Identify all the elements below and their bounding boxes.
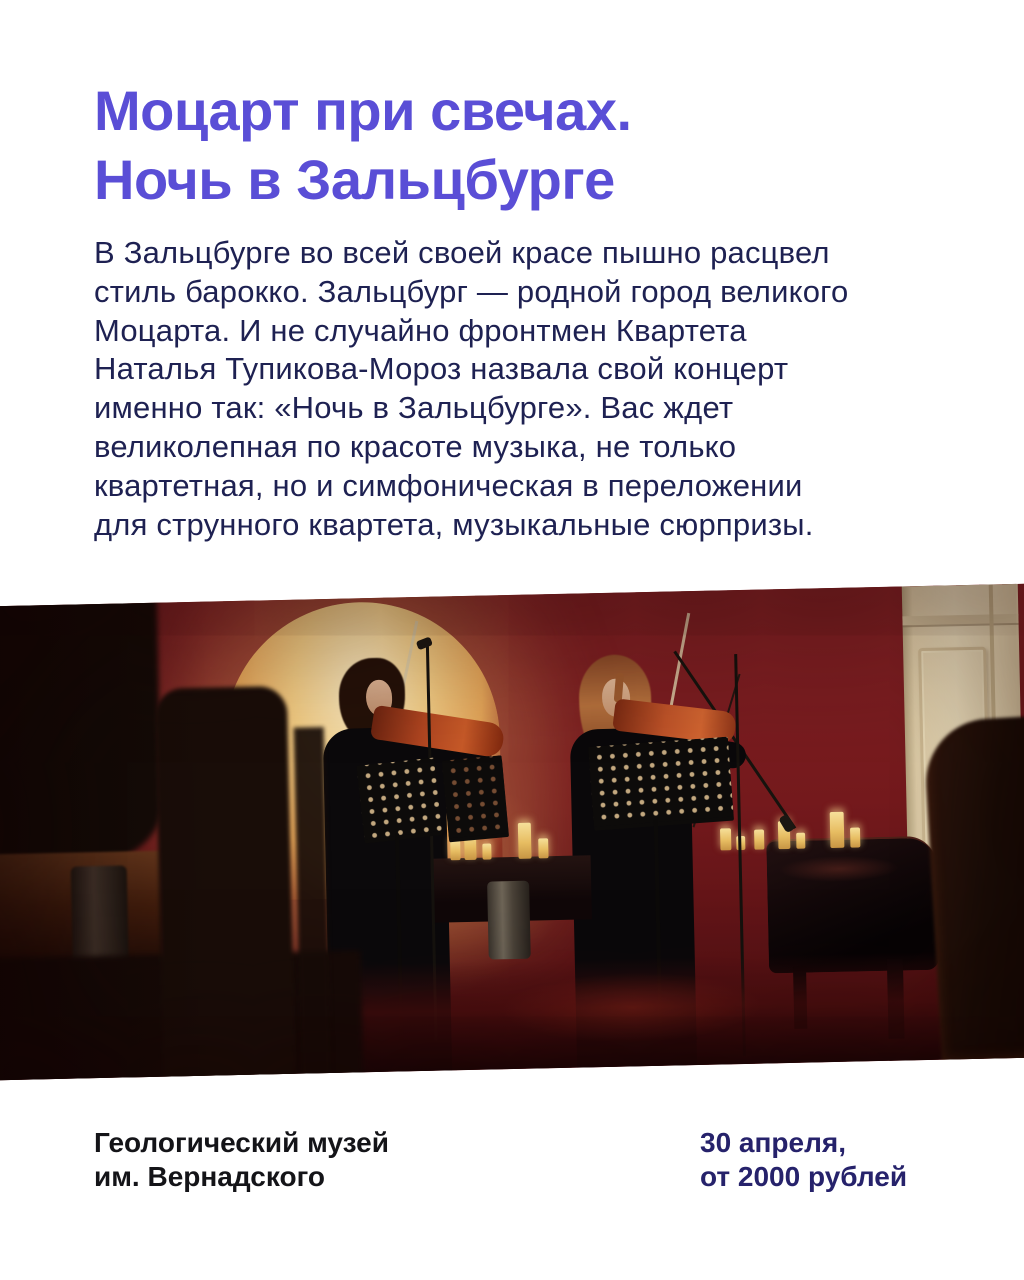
description-line: для струнного квартета, музыкальные сюрпризы. (94, 506, 814, 542)
date-price-label (700, 1126, 907, 1194)
concert-photo-frame (0, 575, 1024, 1087)
date-line: 30 апреля, (700, 1127, 846, 1158)
description-line: стиль барокко. Зальцбург — родной город великого (94, 273, 849, 309)
description-line: Наталья Тупикова-Мороз назвала свой концерт (94, 351, 789, 387)
title-line-1: Моцарт при свечах. (94, 79, 632, 142)
event-description (94, 234, 848, 544)
description-line: великолепная по красоте музыка, не только (94, 428, 737, 464)
price-line: от 2000 рублей (700, 1161, 908, 1192)
venue-label (94, 1126, 389, 1194)
description-line: квартетная, но и симфоническая в переложении (94, 467, 803, 503)
photo-vignette (0, 583, 1024, 1080)
description-line: Моцарта. И не случайно фронтмен Квартета (94, 312, 747, 348)
page-title (94, 76, 632, 214)
venue-line-1: Геологический музей (94, 1127, 389, 1158)
description-line: именно так: «Ночь в Зальцбурге». Вас ждет (94, 390, 734, 426)
concert-photo (0, 583, 1024, 1080)
venue-line-2: им. Вернадского (94, 1161, 325, 1192)
title-line-2: Ночь в Зальцбурге (94, 148, 615, 211)
description-line: В Зальцбурге во всей своей красе пышно расцвел (94, 235, 830, 270)
